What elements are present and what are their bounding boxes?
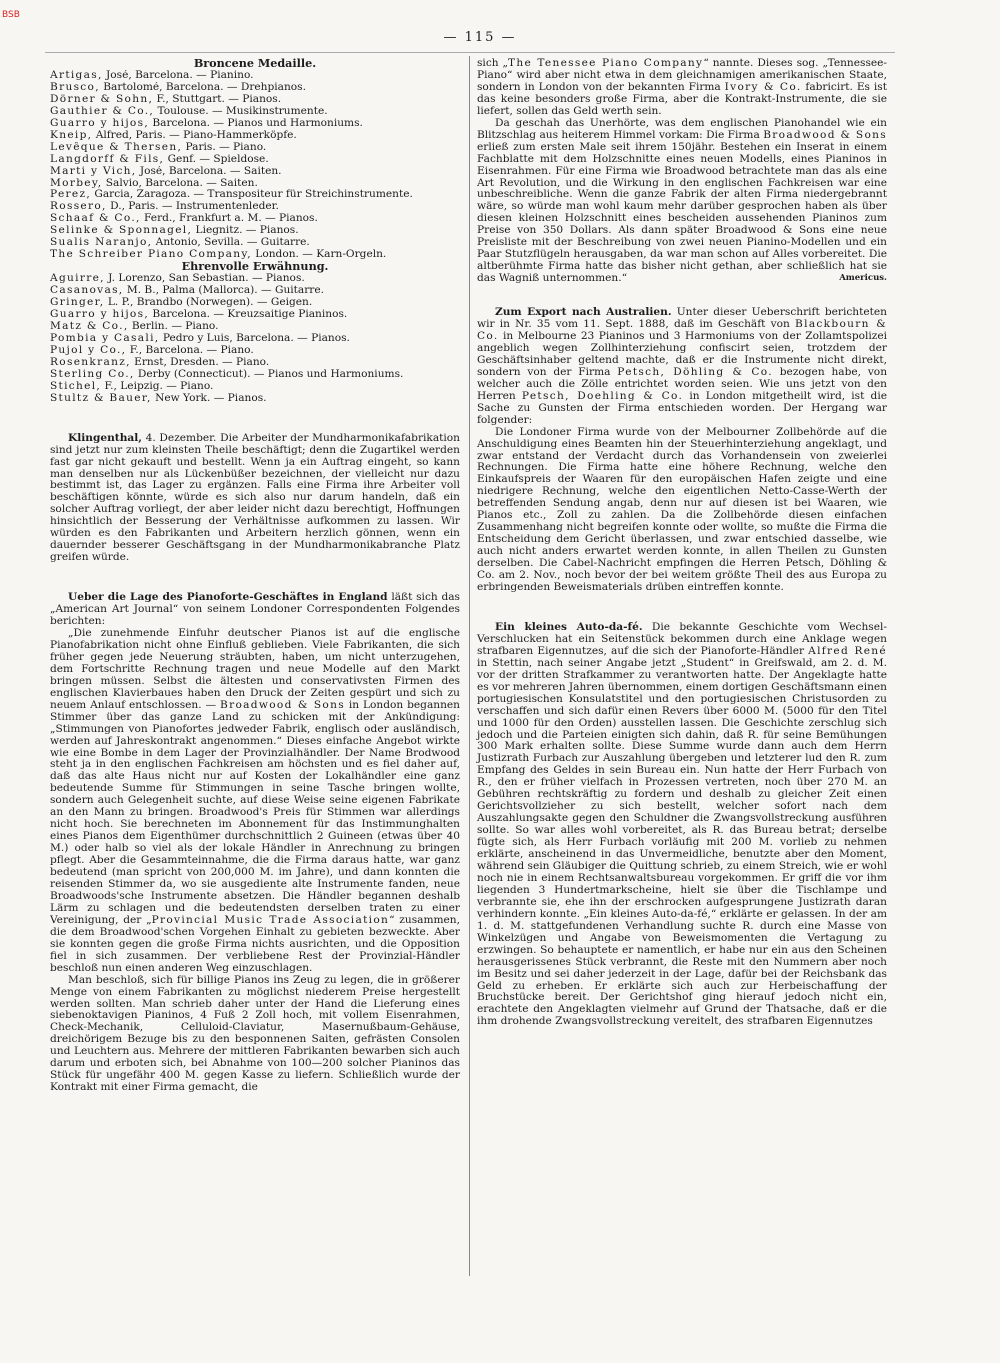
firm-name: Ivory & Co. <box>724 80 802 93</box>
award-entry <box>50 154 460 166</box>
firm-name: Broadwood & Sons <box>763 128 888 141</box>
award-entry <box>50 297 460 309</box>
export-title: Zum Export nach Australien. <box>495 306 672 319</box>
bronze-list <box>50 70 460 261</box>
honor-heading: Ehrenvolle Erwähnung. <box>181 259 329 274</box>
award-entry-details: Garcia, Zaragoza. — Transpositeur für Streichinstrumente. <box>91 189 413 201</box>
award-entry-details: José, Barcelona. — Pianino. <box>102 69 254 81</box>
england-paragraph-1: „Die zunehmende Einfuhr deutscher Pianos ist auf die englische Pianofabrikation nicht ohne Einfluß geblieben. Viele Fabrikanten, die sich früher gegen jede Neuerung sträubten, haben, um nicht unterzugehen, dem Fortschritte Rechnung tragen und neue Modelle auf den Markt bringen müssen. Selbst die ältesten und conservativsten Firmen des englischen Klavierbaues haben den Druck der Zeiten gespürt und sich zu neuem Anlauf entschlossen. — Broadwood & Sons in London begannen Stimmer über das ganze Land zu schicken mit der Ankündigung: „Stimmungen von Pianofortes jedweder Fabrik, englisch oder ausländisch, werden auf Jahreskontrakt angenommen.“ Dieses einfache Angebot wirkte wie eine Bombe in dem Lager der Provinzialhändler. Der Name Brodwood steht ja in den englischen Fachkreisen am höchsten und es fiel daher auf, daß das alte Haus nicht nur auf Kosten der Lokalhändler eine ganz bedeutende Summe für Stimmungen in seine Tasche bringen wollte, sondern auch Gelegenheit suchte, auf diese Weise seine eigenen Fabrikate an den Mann zu bringen. Broadwood's Preis für Stimmen war allerdings nicht hoch. Sie berechneten im Abonnement für das Instimmunghalten eines Pianos dem Eigenthümer durchschnittlich 2 Guineen (etwas über 40 M.) oder halb so viel als der lokale Händler in Anrechnung zu bringen pflegt. Aber die Gesammteinnahme, die die Firma daraus hatte, war ganz bedeutend (man spricht von 200,000 M. im Jahre), und dann konnten die reisenden Stimmer da, wo sie ausgediente alte Instrumente fanden, neue Broadwoods'sche Instrumente absetzen. Die Händler begannen deshalb Lärm zu schlagen und die bedeutendsten derselben traten zu einer Vereinigung, der „Provincial Music Trade Association“ zusammen, die dem Broadwood'schen Vorgehen Einhalt zu gebieten bezweckte. Aber sie konnten gegen die große Firma nichts ausrichten, und die Opposition fiel in sich zusammen. Der verbliebene Rest der Provinzial-Händler beschloß nun einen anderen Weg einzuschlagen. <box>50 626 460 974</box>
award-entry-details: Ferd., Frankfurt a. M. — Pianos. <box>140 213 318 225</box>
award-entry <box>50 166 460 178</box>
award-entry-name: Rosenkranz, <box>50 356 131 368</box>
award-entry-name: Selinke & Sponnagel, <box>50 225 193 237</box>
award-entry-name: Kneip, <box>50 129 93 141</box>
england-title: Ueber die Lage des Pianoforte-Geschäftes in England <box>68 591 388 604</box>
auto-da-fe-title: Ein kleines Auto-da-fé. <box>495 620 643 633</box>
header-rule <box>45 52 895 53</box>
award-entry <box>50 189 460 201</box>
award-entry-details: Alfred, Paris. — Piano-Hammerköpfe. <box>92 129 297 141</box>
award-entry-name: Marti y Vich, <box>50 165 137 177</box>
award-entry-name: Levêque & Thersen, <box>50 141 183 153</box>
award-entry-name: Guarro y hijos, <box>50 117 150 129</box>
award-entry <box>50 94 460 106</box>
england-continuation: sich „The Tenessee Piano Company“ nannte. Dieses sog. „Tennessee-Piano“ wird aber nicht etwa in dem gleichnamigen amerikanischen Staate, sondern in London von der bekannten Firma Ivory & Co. fabricirt. Es ist das keine besonders große Firma, aber die Kontrakt-Instrumente, die sie liefert, sollen das Geld werth sein. <box>477 57 888 117</box>
award-entry-details: F., Barcelona. — Piano. <box>126 344 254 356</box>
award-entry-name: Artigas, <box>50 69 103 81</box>
award-entry <box>50 106 460 118</box>
england-paragraph-2: Man beschloß, sich für billige Pianos ins Zeug zu legen, die in größerer Menge von einem Fabrikanten zu möglichst niederem Preise hergestellt werden sollten. Man schrieb daher unter der Hand die Lieferung eines siebenoktavigen Pianinos, 4 Fuß 2 Zoll hoch, mit vollem Eisenrahmen, Check-Mechanik, Celluloid-Claviatur, Masernußbaum-Gehäuse, dreichörigem Bezuge bis zu den besponnenen Saiten, gefrästen Consolen und Leuchtern aus. Mehrere der mittleren Fabrikanten bewarben sich auch darum und erboten sich, bei Abnahme von 100—200 solcher Pianinos das Stück für ungefähr 400 M. gegen Kasse zu liefern. Schließlich wurde der Kontrakt mit einer Firma gemacht, die <box>50 973 460 1094</box>
bronze-heading: Broncene Medaille. <box>193 56 317 70</box>
award-entry-details: London. — Karn-Orgeln. <box>251 249 387 261</box>
award-entry-details: F., Stuttgart. — Pianos. <box>153 93 282 105</box>
award-entry-name: Sualis Naranjo, <box>50 237 153 249</box>
award-entry-details: M. B., Palma (Mallorca). — Guitarre. <box>123 285 325 297</box>
award-entry <box>50 201 460 213</box>
award-entry-name: Sterling Co., <box>50 368 135 380</box>
award-entry <box>50 142 460 154</box>
firm-name: Petsch, Doehling & Co. <box>521 389 684 402</box>
award-entry-details: Liegnitz. — Pianos. <box>192 225 299 237</box>
award-entry-details: Bartolomé, Barcelona. — Drehpianos. <box>99 81 306 93</box>
award-entry-name: Guarro y hijos, <box>50 309 150 321</box>
award-entry-name: Schaaf & Co., <box>50 213 141 225</box>
award-entry <box>50 82 460 94</box>
award-entry <box>50 309 460 321</box>
award-entry-name: Rossero, <box>50 201 107 213</box>
award-entry-details: Barcelona. — Pianos und Harmoniums. <box>149 117 363 129</box>
award-entry-details: José, Barcelona. — Saiten. <box>136 165 282 177</box>
award-entry <box>50 178 460 190</box>
award-entry-name: Pombia y Casali, <box>50 332 160 344</box>
person-name: Alfred René <box>808 644 887 657</box>
award-entry-details: D., Paris. — Instrumentenleder. <box>106 201 279 213</box>
award-entry <box>50 357 460 369</box>
award-entry-details: New York. — Pianos. <box>151 392 267 404</box>
award-entry-details: Barcelona. — Kreuzsaitige Pianinos. <box>149 309 348 321</box>
award-entry-name: Stichel, <box>50 380 102 392</box>
award-entry <box>50 345 460 357</box>
award-entry-name: Gringer, <box>50 297 105 309</box>
award-entry-details: L. P., Brandbo (Norwegen). — Geigen. <box>104 297 313 309</box>
award-entry-name: Casanovas, <box>50 285 124 297</box>
award-entry-details: Pedro y Luis, Barcelona. — Pianos. <box>159 332 350 344</box>
award-entry <box>50 225 460 237</box>
award-entry-details: F., Leipzig. — Piano. <box>101 380 214 392</box>
award-entry-name: Dörner & Sohn, <box>50 93 154 105</box>
award-entry <box>50 237 460 249</box>
award-entry-details: Paris. — Piano. <box>182 141 267 153</box>
award-entry-name: Matz & Co., <box>50 320 129 332</box>
page-number: — 115 — <box>443 30 517 45</box>
england-paragraph-3: Da geschah das Unerhörte, was dem englischen Pianohandel wie ein Blitzschlag aus heiterem Himmel vorkam: Die Firma Broadwood & Sons erließ zum ersten Male seit ihrem 150jähr. Bestehen ein Inserat in einem Fachblatte mit dem Holzschnitte eines neuen Modells, eines Pianinos in Eisenrahmen. Für eine Firma wie Broadwood betrachtete man das als eine Art Revolution, und die Wirkung in den englischen Fachkreisen war eine unbeschreibliche. Wenn die ganze Fabrik der alten Firma niedergebrannt wäre, so würde man wohl kaum mehr darüber gesprochen haben als über diesen kleinen Holzschnitt eines bescheiden aussehenden Pianinos zum Preise von 350 Dollars. Als dann später Broadwood & Sons eine neue Preisliste mit der Beschreibung von zwei neuen Pianino-Modellen und ein Paar Stutzflügeln herausgaben, da war man schon auf Alles vorbereitet. Die altberühmte Firma hatte das bisher nicht gethan, aber schließlich hat sie das Wagniß unternommen.“ <box>477 116 888 285</box>
left-column <box>50 58 460 1094</box>
award-entry-details: J. Lorenzo, San Sebastian. — Pianos. <box>104 273 305 285</box>
firm-name: Petsch, Döhling & Co. <box>617 365 773 378</box>
association-name: Provincial Music Trade Association <box>151 913 390 926</box>
author-signature: Americus. <box>839 273 887 284</box>
award-entry-name: Brusco, <box>50 81 100 93</box>
award-entry <box>50 285 460 297</box>
award-entry <box>50 369 460 381</box>
award-entry <box>50 393 460 405</box>
honor-list <box>50 273 460 404</box>
column-divider <box>469 56 470 1276</box>
award-entry <box>50 381 460 393</box>
klingenthal-title: Klingenthal, <box>68 431 142 444</box>
award-entry <box>50 70 460 82</box>
award-entry-name: Aguirre, <box>50 273 105 285</box>
award-entry <box>50 273 460 285</box>
award-entry <box>50 333 460 345</box>
award-entry <box>50 118 460 130</box>
klingenthal-article <box>50 433 460 564</box>
award-entry-details: Salvio, Barcelona. — Saiten. <box>102 177 258 189</box>
firm-name: The Tenessee Piano Company <box>508 57 704 69</box>
award-entry <box>50 321 460 333</box>
award-entry-details: Derby (Connecticut). — Pianos und Harmoniums. <box>134 368 404 380</box>
england-intro-text: läßt sich das „American Art Journal“ von seinem Londoner Correspondenten Folgendes berichten: <box>50 591 460 628</box>
klingenthal-text: 4. Dezember. Die Arbeiter der Mundharmonikafabrikation sind jetzt nur zum kleinsten Theile beschäftigt; denn die Zugartikel werden fast gar nicht gekauft und bestellt. Wenn ja ein Auftrag eingeht, so kann man denselben nur als Lückenbüßer bezeichnen, der vielleicht nur dazu bestimmt ist, das Lager zu ergänzen. Falls eine Firma ihre Arbeiter voll beschäftigen könnte, würde es sich also nur darum handeln, daß ein solcher Auftrag vorliegt, der aber leider nicht dazu berechtigt, Hoffnungen hinsichtlich der Besserung der Verhältnisse aufkommen zu lassen. Wir würden es den Fabrikanten und Arbeitern herzlich gönnen, wenn ein dauernder besserer Geschäftsgang in der Mundharmonikabranche Platz greifen würde. <box>50 431 460 564</box>
export-article: Zum Export nach Australien. Unter dieser Ueberschrift berichteten wir in Nr. 35 vom 11. Sept. 1888, daß im Geschäft von Blackbourn & Co. in Melbourne 23 Pianinos und 3 Harmoniums von der Zollamtspolizei angeblich wegen Zollhinterziehung confiscirt seien, trotzdem der Geschäftsinhaber geltend machte, daß er die Instrumente nicht direkt, sondern von der Firma Petsch, Döhling & Co. bezogen habe, von welcher auch die Zölle entrichtet worden seien. Wie uns jetzt von den Herren Petsch, Doehling & Co. in London mitgetheilt wird, ist die Sache zu Gunsten der Firma entschieden worden. Der Hergang war folgender: <box>477 306 888 426</box>
firm-name: Blackbourn & Co. <box>477 318 888 342</box>
award-entry-name: Pujol y Co., <box>50 344 127 356</box>
award-entry-name: The Schreiber Piano Company, <box>50 249 252 261</box>
award-entry-name: Morbey, <box>50 177 103 189</box>
award-entry-details: Toulouse. — Musikinstrumente. <box>154 105 328 117</box>
england-intro <box>50 592 460 628</box>
award-entry-name: Perez, <box>50 189 92 201</box>
award-entry-details: Antonio, Sevilla. — Guitarre. <box>152 237 310 249</box>
award-entry-name: Stultz & Bauer, <box>50 392 152 404</box>
award-entry-name: Gauthier & Co., <box>50 105 155 117</box>
right-column <box>477 58 887 1028</box>
award-entry <box>50 130 460 142</box>
award-entry <box>50 213 460 225</box>
auto-da-fe-article: Ein kleines Auto-da-fé. Die bekannte Geschichte vom Wechsel-Verschlucken hat ein Seitenstück bekommen durch eine Anklage wegen strafbaren Eigennutzes, auf die sich der Pianoforte-Händler Alfred René in Stettin, nach seiner Angabe jetzt „Student“ in Greifswald, am 2. d. M. vor der dritten Strafkammer zu verantworten hatte. Der Angeklagte hatte es vor mehreren Jahren übernommen, einem dortigen Geschäftsmann einen portugiesischen Konsulatstitel und den portugiesischen Christusorden zu verschaffen und sich dafür einen Revers über 6000 M. (5000 für den Titel und 1000 für den Orden) ausstellen lassen. Die Geschichte zerschlug sich jedoch und die Parteien einigten sich dahin, daß R. für seine Bemühungen 300 Mark erhalten sollte. Diese Summe wurde dann auch dem Herrn Justizrath Furbach zur Auszahlung übergeben und letzterer lud den R. zum Empfang des Geldes in sein Bureau ein. Nun hatte der Herr Furbach von R., den er früher vielfach in Prozessen vertreten, noch über 270 M. an Gebühren rechtskräftig zu fordern und deshalb zu gleicher Zeit einen Gerichtsvollzieher zu sich bestellt, welcher sofort nach dem Auszahlungsakte gegen den Schuldner die Zwangsvollstreckung ausführen sollte. So war alles wohl vorbereitet, als R. das Bureau betrat; derselbe fügte sich, als Herr Furbach vorläufig mit 200 M. vorlieb zu nehmen erklärte, anscheinend in das Unvermeidliche, benutzte aber den Moment, während sein Gläubiger die Quittung schrieb, zu einem Streich, wie er wohl noch nie in einem Rechtsanwaltsbureau vorgekommen. Er griff die vor ihm liegenden 3 Hundertmarkscheine, hielt sie über die Tischlampe und verbrannte sie, ehe ihn der erschrocken aufgesprungene Justizrath daran verhindern konnte. „Ein kleines Auto-da-fé,“ erklärte er gelassen. In der am 1. d. M. stattgefundenen Verhandlung suchte R. durch eine Masse von Winkelzügen und Angabe von Beweismomenten die Vertagung zu erzwingen. So behauptete er namentlich, er habe nur ein aus den Scheinen herausgerissenes Stück verbrannt, die Reste mit den Nummern aber noch im Besitz und sei daher jederzeit in der Lage, dafür bei der Reichsbank das Geld zu erheben. Er erklärte sich auch zur Herbeischaffung der Bruchstücke bereit. Der Gerichtshof ging hierauf jedoch nicht ein, erachtete den Angeklagten vielmehr auf Grund der Thatsache, daß er die ihm drohende Zwangsvollstreckung vereitelt, des strafbaren Eigennutzes <box>477 620 887 1028</box>
award-entry-details: Genf. — Spieldose. <box>164 153 269 165</box>
award-entry-details: Berlin. — Piano. <box>128 320 219 332</box>
award-entry-details: Ernst, Dresden. — Piano. <box>130 356 270 368</box>
award-entry-name: Langdorff & Fils, <box>50 153 165 165</box>
export-paragraph-2: Die Londoner Firma wurde von der Melbourner Zollbehörde auf die Anschuldigung eines Beamten hin der Steuerhinterziehung angeklagt, und zwar entstand der Verdacht durch das Vorhandensein von zweierlei Rechnungen. Die Firma hatte eine höhere Rechnung, welche den Einkaufspreis der Waaren für den europäischen Hafen zeigte und eine niedrigere Rechnung, welche den eigentlichen Netto-Casse-Werth der betreffenden Sendung angab, denn nur auf diesen ist bei Waaren, wie Pianos etc., Zoll zu zahlen. Da die Zollbehörde diesen einfachen Zusammenhang nicht begreifen konnte oder wollte, so mußte die Firma die Entscheidung dem Gericht überlassen, und zwar entschied dasselbe, wie auch nicht anders erwartet werden konnte, in allen Theilen zu Gunsten derselben. Die Cabel-Nachricht empfingen die Herren Petsch, Döhling & Co. am 2. Nov., noch bevor der bei weitem größte Theil des aus Europa zu erbringenden Beweismaterials drüben eintreffen konnte. <box>477 425 887 593</box>
firm-name: Broadwood & Sons <box>220 698 345 711</box>
library-mark: BSB <box>2 10 20 20</box>
